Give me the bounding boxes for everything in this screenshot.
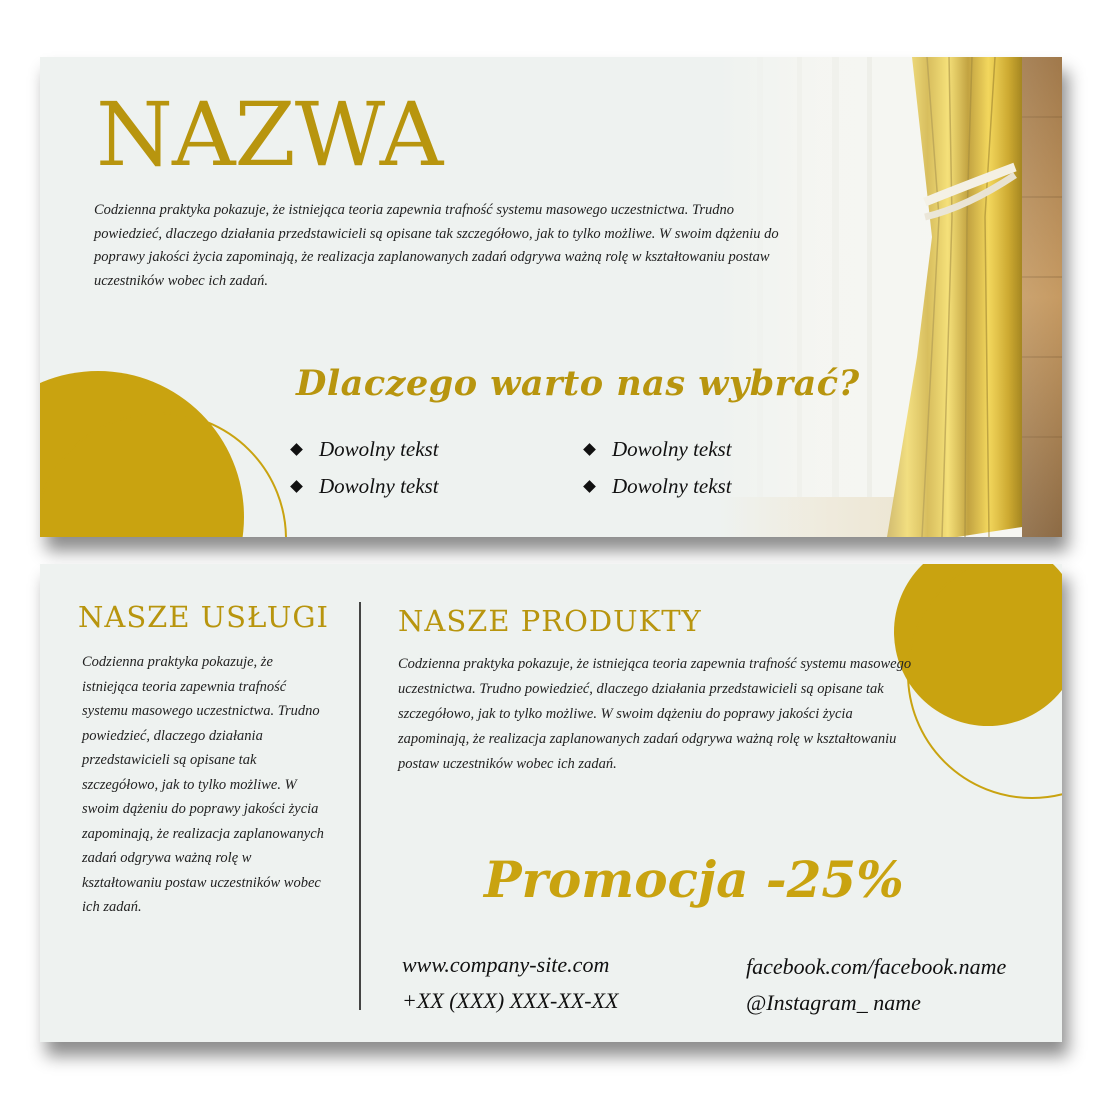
services-text: Codzienna praktyka pokazuje, że istniejąca teoria zapewnia trafność systemu masowego uczestnictwa. Trudno powiedzieć, dlaczego działania przedstawicieli są opisane tak szczegółowo, jak to tylko możliwe. W swoim dążeniu do poprawy jakości życia zapominają, że realizacja zaplanowanych zadań odgrywa ważną rolę w kształtowaniu postaw uczestników wobec ich zadań. [82, 654, 324, 915]
bullet-icon [290, 443, 303, 456]
why-us-heading: Dlaczego warto nas wybrać? [296, 363, 860, 404]
leaflet-back [40, 564, 1062, 1042]
phone-number[interactable]: +XX (XXX) XXX-XX-XX [402, 988, 619, 1013]
website-link[interactable]: www.company-site.com [402, 952, 610, 977]
feature-label: Dowolny tekst [612, 474, 732, 498]
bullet-icon [583, 443, 596, 456]
feature-label: Dowolny tekst [319, 474, 439, 498]
curtain-photo [717, 57, 1062, 537]
brand-title: NAZWA [96, 83, 443, 186]
feature-item [292, 437, 439, 462]
services-heading: NASZE USŁUGI [78, 600, 329, 634]
decorative-circles [40, 357, 300, 537]
vertical-divider [359, 602, 361, 1010]
products-heading: NASZE PRODUKTY [398, 604, 702, 638]
facebook-link[interactable]: facebook.com/facebook.name [746, 954, 1007, 979]
feature-item [585, 437, 732, 462]
intro-text: Codzienna praktyka pokazuje, że istniejąca teoria zapewnia trafność systemu masowego uczestnictwa. Trudno powiedzieć, dlaczego działania przedstawicieli są opisane tak szczegółowo, jak to tylko możliwe. W swoim dążeniu do poprawy jakości życia zapominają, że realizacja zaplanowanych zadań odgrywa ważną rolę w kształtowaniu postaw uczestników wobec ich zadań. [94, 202, 779, 289]
products-text: Codzienna praktyka pokazuje, że istniejąca teoria zapewnia trafność systemu masowego uczestnictwa. Trudno powiedzieć, dlaczego działania przedstawicieli są opisane tak szczegółowo, jak to tylko możliwe. W swoim dążeniu do poprawy jakości życia zapominają, że realizacja zaplanowanych zadań odgrywa ważną rolę w kształtowaniu postaw uczestników wobec ich zadań. [398, 656, 912, 772]
leaflet-front [40, 57, 1062, 537]
promo-banner: Promocja -25% [484, 850, 904, 909]
instagram-handle[interactable]: @Instagram_ name [746, 990, 921, 1015]
bullet-icon [290, 480, 303, 493]
bullet-icon [583, 480, 596, 493]
feature-label: Dowolny tekst [612, 437, 732, 461]
feature-item [292, 474, 439, 499]
feature-item [585, 474, 732, 499]
feature-label: Dowolny tekst [319, 437, 439, 461]
